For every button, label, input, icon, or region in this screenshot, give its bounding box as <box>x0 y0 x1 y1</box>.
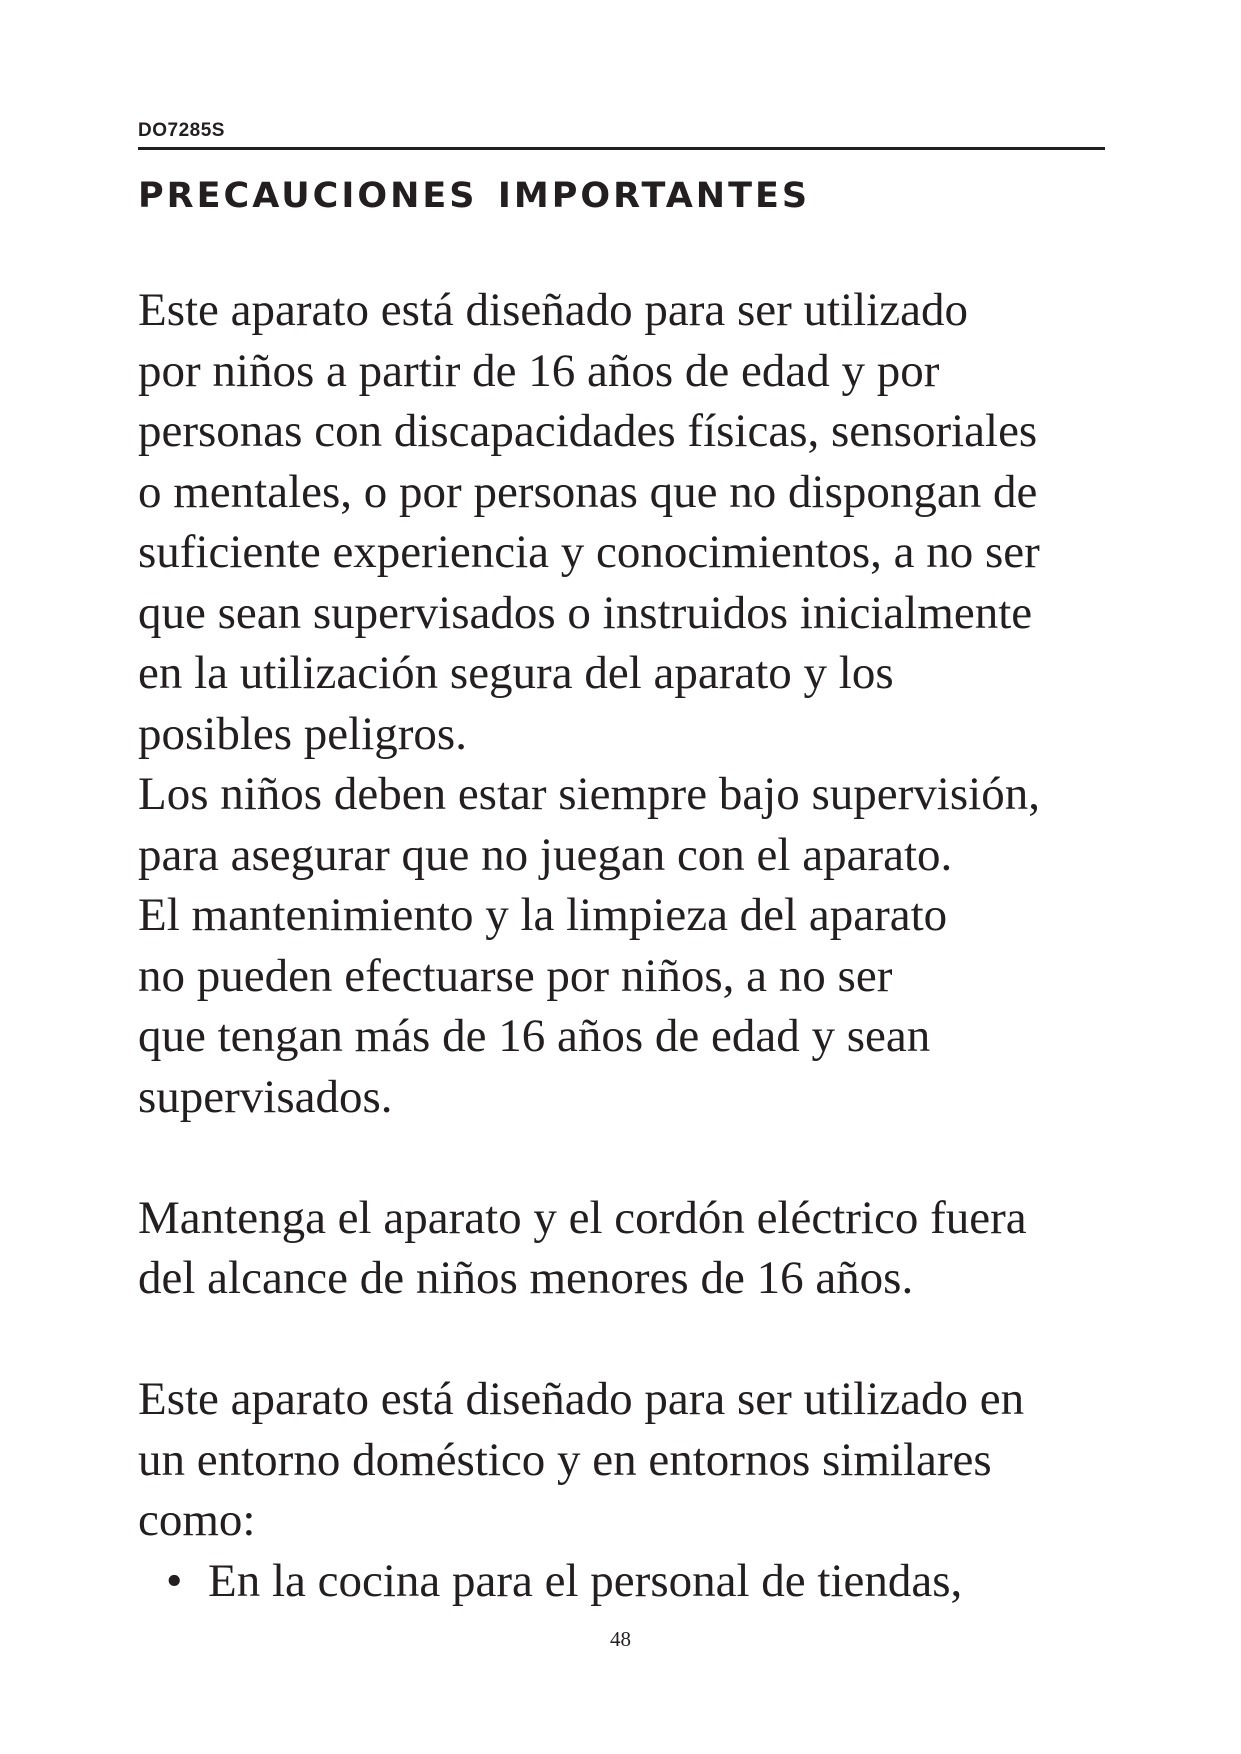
text-line: que tengan más de 16 años de edad y sean <box>138 1010 931 1062</box>
header-rule <box>138 147 1105 150</box>
text-line: del alcance de niños menores de 16 años. <box>138 1252 914 1304</box>
text-line: Este aparato está diseñado para ser utilizado en <box>138 1373 1025 1425</box>
text-line: por niños a partir de 16 años de edad y por <box>138 344 940 397</box>
text-line: Este aparato está diseñado para ser utilizado <box>138 284 968 336</box>
text-line: en la utilización segura del aparato y los <box>138 647 894 699</box>
page-number: 48 <box>610 1627 631 1651</box>
text-line: un entorno doméstico y en entornos similares <box>138 1433 992 1486</box>
paragraph-spacer <box>138 1127 1128 1188</box>
bullet-list <box>138 1551 1128 1612</box>
text-line: que sean supervisados o instruidos inicialmente <box>138 586 1033 639</box>
text-line: suficiente experiencia y conocimientos, a no ser <box>138 526 1040 578</box>
page-title: precauciones importantes <box>138 161 811 219</box>
text-line: o mentales, o por personas que no dispongan de <box>138 465 1038 518</box>
text-line: no pueden efectuarse por niños, a no ser <box>138 949 893 1002</box>
text-line: Mantenga el aparato y el cordón eléctrico fuera <box>138 1191 1027 1244</box>
body-content <box>138 280 1128 1611</box>
paragraph-supervision <box>138 280 1128 1127</box>
text-line: El mantenimiento y la limpieza del aparato <box>138 889 948 941</box>
model-number: DO7285S <box>138 120 225 141</box>
list-item <box>138 1551 1128 1612</box>
text-line: personas con discapacidades físicas, sensoriales <box>138 405 1038 457</box>
paragraph-usage <box>138 1369 1128 1551</box>
text-line: supervisados. <box>138 1070 393 1123</box>
text-line: posibles peligros. <box>138 707 467 760</box>
text-line: Los niños deben estar siempre bajo supervisión, <box>138 768 1040 820</box>
paragraph-spacer <box>138 1309 1128 1370</box>
paragraph-cord <box>138 1188 1128 1309</box>
text-line: como: <box>138 1494 256 1546</box>
text-line: para asegurar que no juegan con el aparato. <box>138 828 953 881</box>
list-item-text: En la cocina para el personal de tiendas, <box>208 1554 963 1607</box>
bullet-marker: • <box>166 1554 183 1607</box>
